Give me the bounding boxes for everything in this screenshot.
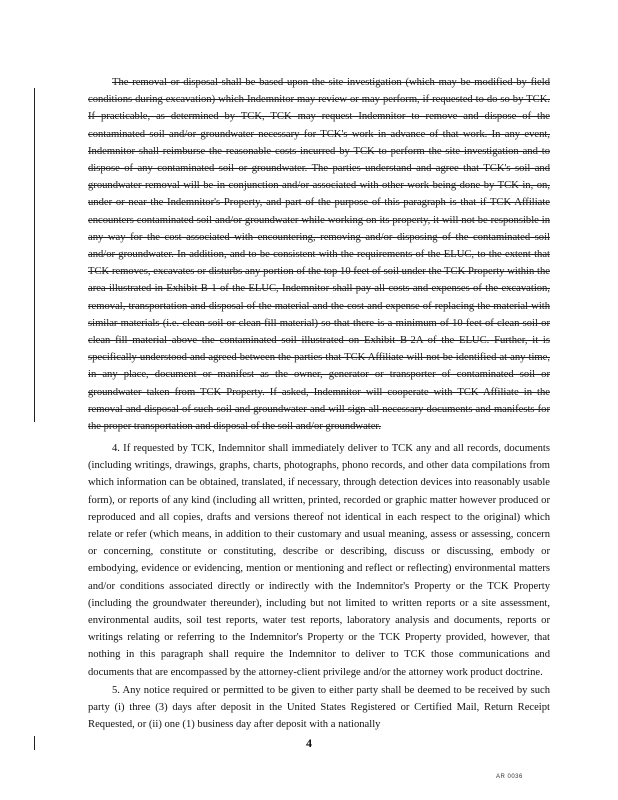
paragraph-5-text: 5. Any notice required or permitted to be given to either party shall be deemed to be received by such party (i) three (3) days after deposit in the United States Registered or Certified Mail, Return Receipt Requested, or (ii) one (1) business day after deposit with a nationally <box>88 685 550 731</box>
revision-bar <box>34 88 35 422</box>
struck-paragraph-text: The removal or disposal shall be based upon the site investigation (which may be modified by field conditions during excavation) which Indemnitor may review or may perform, if requested to do so by TCK. If practicable, as determined by TCK, TCK may request Indemnitor to remove and dispose of the contaminated soil and/or groundwater necessary for TCK's work in advance of that work. In any event, Indemnitor shall reimburse the reasonable costs incurred by TCK to perform the site investigation and to dispose of any contaminated soil or groundwater. The parties understand and agree that TCK's soil and groundwater removal will be in conjunction and/or associated with other work being done by TCK in, on, under or near the Indemnitor's Property, and part of the purpose of this paragraph is that if TCK Affiliate encounters contaminated soil and/or groundwater while working on its property, it will not be responsible in any way for the cost associated with encountering, removing and/or disposing of the contaminated soil and/or groundwater. In addition, and to be consistent with the requirements of the ELUC, to the extent that TCK removes, excavates or disturbs any portion of the top 10 feet of soil under the TCK Property within the area illustrated in Exhibit B-1 of the ELUC, Indemnitor shall pay all costs and expenses of the excavation, removal, transportation and disposal of the material and the cost and expense of replacing the material with similar materials (i.e. clean soil or clean fill material) so that there is a minimum of 10 feet of clean soil or clean fill material above the contaminated soil illustrated on Exhibit B-2A of the ELUC. Further, it is specifically understood and agreed between the parties that TCK Affiliate will not be identified at any time, in any place, document or manifest as the owner, generator or transporter of contaminated soil or groundwater taken from TCK Property. If asked, Indemnitor will cooperate with TCK Affiliate in the removal and disposal of such soil and groundwater and will sign all necessary documents and manifests for the proper transportation and disposal of the soil and/or groundwater. <box>88 77 550 433</box>
page-number: 4 <box>306 736 312 750</box>
paragraph-5 <box>88 682 550 734</box>
paragraph-4 <box>88 440 550 681</box>
bates-stamp: AR 0036 <box>496 774 523 780</box>
revision-bar <box>34 736 35 750</box>
struck-through-paragraph <box>88 74 550 435</box>
paragraph-4-text: 4. If requested by TCK, Indemnitor shall immediately deliver to TCK any and all records, documents (including writings, drawings, graphs, charts, photographs, phono records, and other data compilations from which information can be obtained, translated, if necessary, through detection devices into reasonably usable form), or reports of any kind (including all written, printed, recorded or graphic matter however produced or reproduced and all copies, drafts and versions thereof not identical in each respect to the original) which relate or refer (which means, in addition to their customary and usual meaning, assess or assessing, concern or concerning, constitute or constituting, describe or describing, discuss or discussing, embody or embodying, evidence or evidencing, mention or mentioning and reflect or reflecting) environmental matters and/or conditions associated directly or indirectly with the Indemnitor's Property or the TCK Property (including the groundwater thereunder), including but not limited to written reports or a site assessment, environmental audits, soil test reports, water test reports, laboratory analysis and documents, reports or writings relating or referring to the Indemnitor's Property or the TCK Property provided, however, that nothing in this paragraph shall require the Indemnitor to deliver to TCK those communications and documents that are encompassed by the attorney-client privilege and/or the attorney work product doctrine. <box>88 443 550 678</box>
